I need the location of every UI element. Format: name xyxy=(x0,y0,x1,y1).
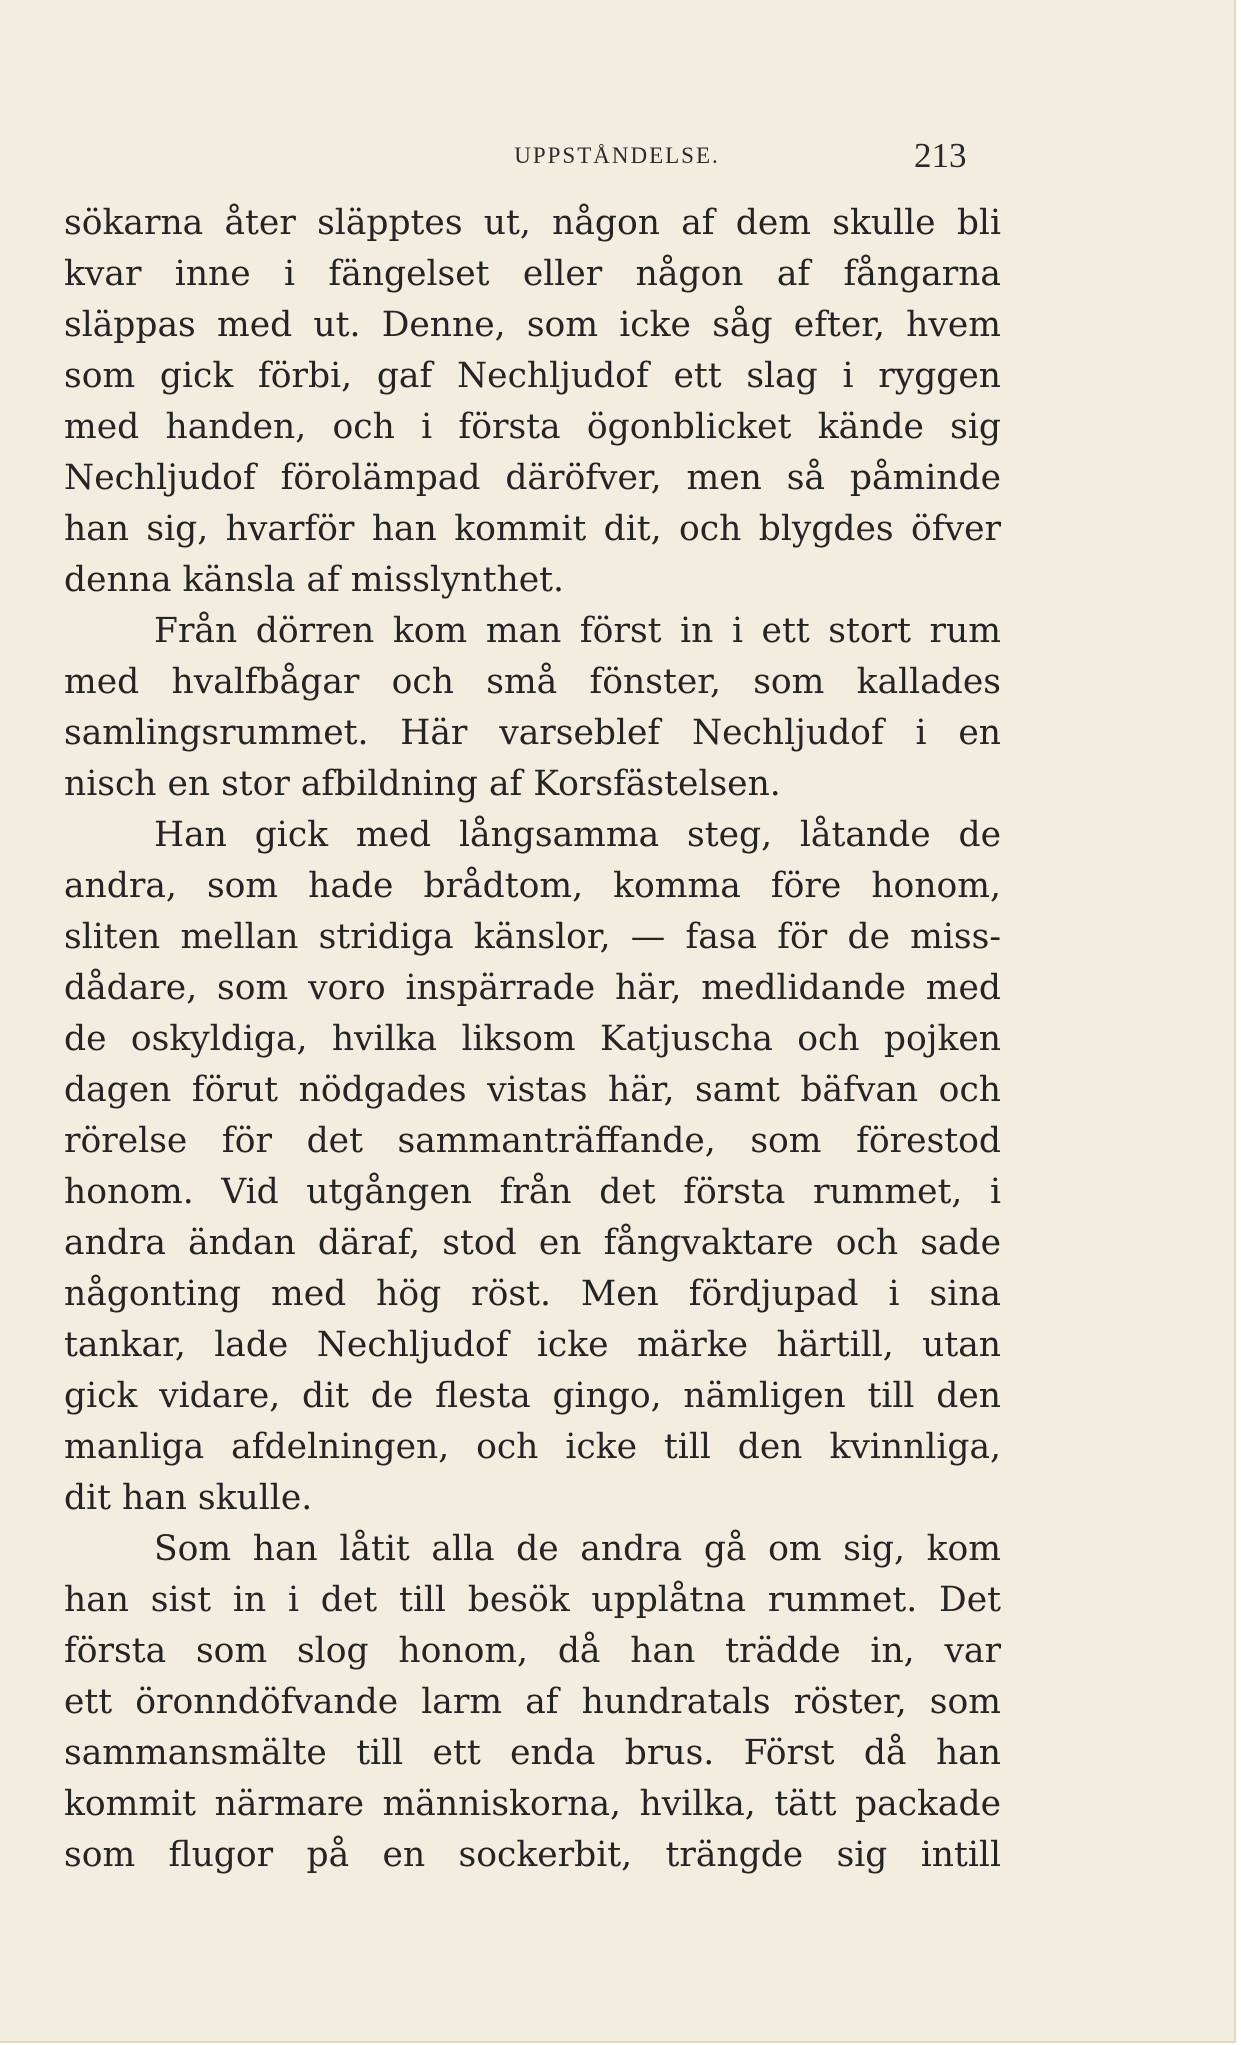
text-line: kvar inne i fängelset eller någon af fångarna xyxy=(64,254,1001,294)
text-line: manliga afdelningen, och icke till den kvinnliga, xyxy=(64,1427,1001,1467)
page-number: 213 xyxy=(914,136,967,175)
text-line: som gick förbi, gaf Nechljudof ett slag i ryggen xyxy=(64,356,1001,396)
text-line: sökarna åter släpptes ut, någon af dem skulle bli xyxy=(64,203,1001,243)
text-line: ett öronndöfvande larm af hundratals röster, som xyxy=(64,1682,1001,1722)
text-line: sliten mellan stridiga känslor, — fasa för de miss- xyxy=(64,917,1001,957)
text-line: med handen, och i första ögonblicket kände sig xyxy=(64,407,1001,447)
text-line: Från dörren kom man först in i ett stort rum xyxy=(154,611,1001,651)
body-text xyxy=(64,198,1001,1881)
text-line: med hvalfbågar och små fönster, som kallades xyxy=(64,662,1001,702)
text-line: de oskyldiga, hvilka liksom Katjuscha och pojken xyxy=(64,1019,1001,1059)
text-line: sammansmälte till ett enda brus. Först då han xyxy=(64,1733,1001,1773)
text-line: tankar, lade Nechljudof icke märke härtill, utan xyxy=(64,1325,1001,1365)
text-line: första som slog honom, då han trädde in, var xyxy=(64,1631,1001,1671)
text-line: någonting med hög röst. Men fördjupad i sina xyxy=(64,1274,1001,1314)
text-line: han sist in i det till besök upplåtna rummet. Det xyxy=(64,1580,1001,1620)
text-line: som flugor på en sockerbit, trängde sig intill xyxy=(64,1835,1001,1875)
text-line: honom. Vid utgången från det första rummet, i xyxy=(64,1172,1001,1212)
text-line: andra ändan däraf, stod en fångvaktare och sade xyxy=(64,1223,1001,1263)
text-line: rörelse för det sammanträffande, som förestod xyxy=(64,1121,1001,1161)
text-line: dit han skulle. xyxy=(64,1478,313,1518)
text-line: dådare, som voro inspärrade här, medlidande med xyxy=(64,968,1001,1008)
text-line: kommit närmare människorna, hvilka, tätt packade xyxy=(64,1784,1001,1824)
text-line: nisch en stor afbildning af Korsfästelsen. xyxy=(64,764,781,804)
text-line: samlingsrummet. Här varseblef Nechljudof i en xyxy=(64,713,1001,753)
text-line: han sig, hvarför han kommit dit, och blygdes öfver xyxy=(64,509,1001,549)
running-head: UPPSTÅNDELSE. xyxy=(514,143,720,168)
text-line: andra, som hade brådtom, komma före honom, xyxy=(64,866,1001,906)
text-line: dagen förut nödgades vistas här, samt bäfvan och xyxy=(64,1070,1001,1110)
text-line: Nechljudof förolämpad däröfver, men så påminde xyxy=(64,458,1001,498)
text-line: denna känsla af misslynthet. xyxy=(64,560,564,600)
text-line: Som han låtit alla de andra gå om sig, kom xyxy=(154,1529,1001,1569)
text-line: släppas med ut. Denne, som icke såg efter, hvem xyxy=(64,305,1001,345)
text-line: Han gick med långsamma steg, låtande de xyxy=(154,815,1001,855)
text-line: gick vidare, dit de flesta gingo, nämligen till den xyxy=(64,1376,1001,1416)
